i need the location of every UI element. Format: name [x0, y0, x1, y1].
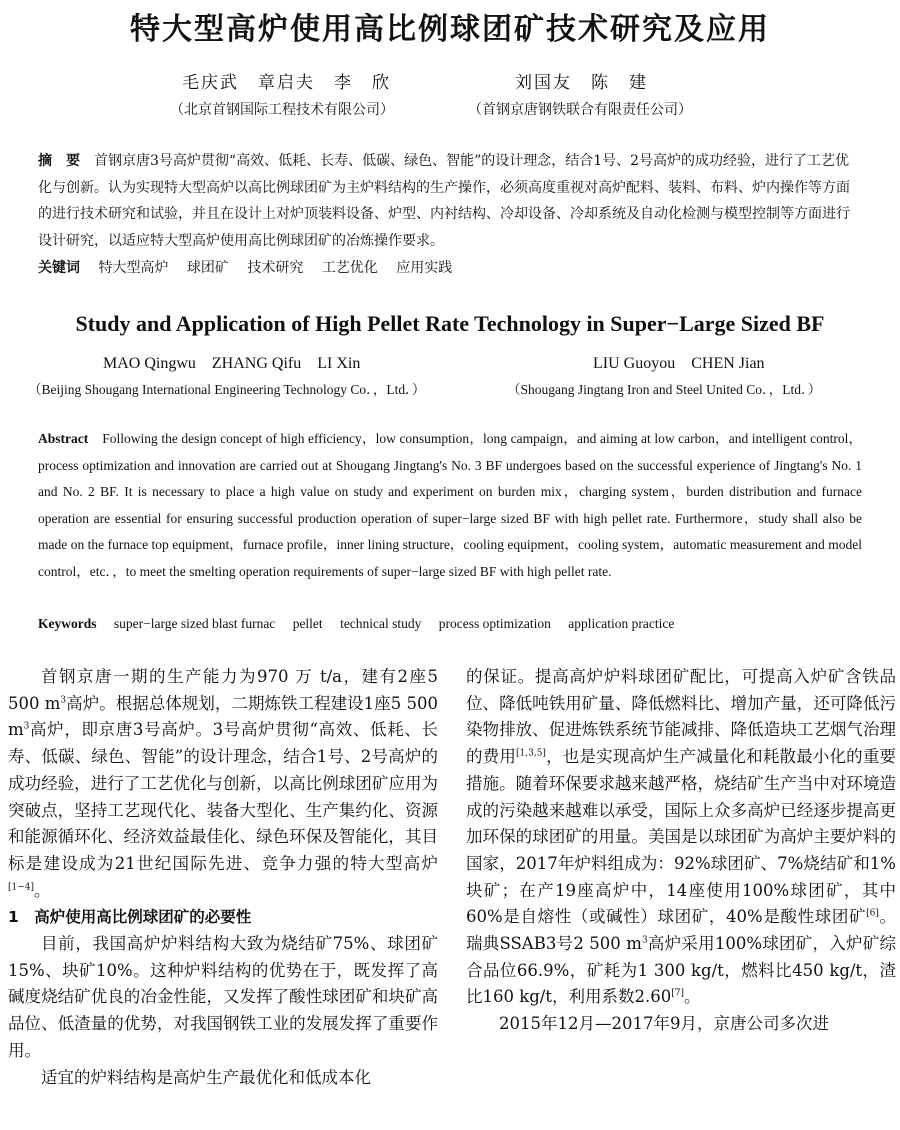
paper-title-en: Study and Application of High Pellet Rate Technology in Super−Large Sized BF	[75, 311, 825, 336]
keyword-en: process optimization	[438, 616, 551, 631]
authors-cn-right: 刘国友 陈 建	[515, 73, 648, 93]
citation: [7]	[671, 988, 684, 999]
affiliation-en-left: （Beijing Shougang International Engineering Technology Co．，Ltd．）	[28, 382, 426, 397]
abstract-cn	[38, 148, 862, 254]
authors-en-left: MAO Qingwu ZHANG Qifu LI Xin	[103, 355, 361, 372]
affiliation-en-right: （Shougang Jingtang Iron and Steel United Co．，Ltd．）	[507, 382, 822, 397]
abstract-en	[38, 426, 862, 586]
abstract-text-cn: 首钢京唐3号高炉贯彻“高效、低耗、长寿、低碳、绿色、智能”的设计理念，结合1号、2号高炉的成功经验，进行了工艺优化与创新。认为实现特大型高炉以高比例球团矿为主炉料结构的生产操作，必须高度重视对高炉配料、装料、布料、炉内操作等方面的进行技术研究和试验，并且在设计上对炉顶装料设备、炉型、内衬结构、冷却设备、冷却系统及自动化检测与模型控制等方面进行设计研究，以适应特大型高炉使用高比例球团矿的冶炼操作要求。	[38, 153, 850, 249]
keyword-en: application practice	[568, 616, 675, 631]
abstract-label-en: Abstract	[38, 431, 89, 446]
section-heading: 1 高炉使用高比例球团矿的必要性	[8, 908, 252, 927]
affiliation-cn-right: （首钢京唐钢铁联合有限责任公司）	[468, 102, 692, 118]
keywords-en	[38, 616, 674, 632]
keywords-label-en: Keywords	[38, 616, 97, 631]
body-column-right	[466, 664, 896, 1038]
keywords-cn	[38, 257, 452, 277]
keyword-en: super−large sized blast furnac	[113, 616, 276, 631]
keyword-en: pellet	[292, 616, 323, 631]
body-paragraph: 2015年12月—2017年9月，京唐公司多次进	[499, 1014, 829, 1034]
authors-en-right: LIU Guoyou CHEN Jian	[593, 355, 765, 372]
abstract-label-cn: 摘 要	[38, 153, 80, 169]
keywords-label-cn: 关键词	[38, 260, 80, 276]
body-paragraph: 适宜的炉料结构是高炉生产最优化和低成本化	[41, 1067, 371, 1087]
paper-title-cn: 特大型高炉使用高比例球团矿技术研究及应用	[130, 12, 770, 47]
abstract-text-en: Following the design concept of high efficiency，low consumption，long campaign，and aiming at low carbon，and intelligent control，process optimization and innovation are carried out at Shougang Jingtang's No. 3 BF undergoes based on the successful experience of Jingtang's No. 1 and No. 2 BF. It is necessary to place a high value on study and experiment on burden mix，charging system，burden distribution and furnace operation are essential for ensuring successful production operation of super−large sized BF with high pellet rate. Furthermore，study shall also be made on the furnace top equipment，furnace profile，inner lining structure，cooling equipment，cooling system，automatic measurement and model control，etc．，to meet the smelting operation requirements of super−large sized BF with high pellet rate.	[38, 431, 862, 579]
body-paragraph: 首钢京唐一期的生产能力为970 万 t/a，建有2座5 500 $m^3$高炉。根据总体规划，二期炼铁工程建设1座5 500 $m^3$高炉，即京唐3号高炉。3号高炉贯彻“高效、低耗、长寿、低碳、绿色、智能”的设计理念，结合1号、2号高炉的成功经验，进行了工艺优化与创新，以高比例球团矿应用为突破点，坚持工艺现代化、装备大型化、生产集约化、资源和能源循环化、经济效益最佳化、绿色环保及智能化，其目标是建设成为21世纪国际先进、竞争力强的特大型高炉[1−4]。	[8, 667, 439, 900]
affiliation-cn-left: （北京首钢国际工程技术有限公司）	[170, 102, 394, 118]
keyword-cn: 技术研究	[247, 260, 304, 276]
authors-cn-left: 毛庆武 章启夫 李 欣	[182, 73, 391, 93]
keyword-en: technical study	[340, 616, 422, 631]
citation: [6]	[866, 908, 879, 919]
keyword-cn: 应用实践	[396, 260, 453, 276]
keyword-cn: 球团矿	[186, 260, 229, 276]
keyword-cn: 工艺优化	[321, 260, 378, 276]
citation: [1,3,5]	[516, 748, 546, 759]
citation: [1−4]	[8, 882, 35, 893]
body-column-left	[8, 664, 438, 1091]
keyword-cn: 特大型高炉	[98, 260, 169, 276]
body-paragraph: 目前，我国高炉炉料结构大致为烧结矿75%、球团矿15%、块矿10%。这种炉料结构的优势在于，既发挥了高碱度烧结矿优良的冶金性能，又发挥了酸性球团矿和块矿高品位、低渣量的优势，对我国钢铁工业的发展发挥了重要作用。	[8, 934, 438, 1060]
body-paragraph: 的保证。提高高炉炉料球团矿配比，可提高入炉矿含铁品位、降低吨铁用矿量、降低燃料比、增加产量，还可降低污染物排放、促进炼铁系统节能减排、降低造块工艺烟气治理的费用[1,3,5]，也是实现高炉生产减量化和耗散最小化的重要措施。随着环保要求越来越严格，烧结矿生产当中对环境造成的污染越来越难以承受，国际上众多高炉已经逐步提高更加环保的球团矿的用量。美国是以球团矿为高炉主要炉料的国家，2017年炉料组成为：92%球团矿、7%烧结矿和1%块矿；在产19座高炉中，14座使用100%球团矿，其中60%是自熔性（或碱性）球团矿，40%是酸性球团矿[6]。瑞典SSAB3号2 500 $m^3$高炉采用100%球团矿，入炉矿综合品位66.9%，矿耗为1 300 kg/t，燃料比450 kg/t，渣比160 kg/t，利用系数2.60[7]。	[466, 667, 897, 1007]
